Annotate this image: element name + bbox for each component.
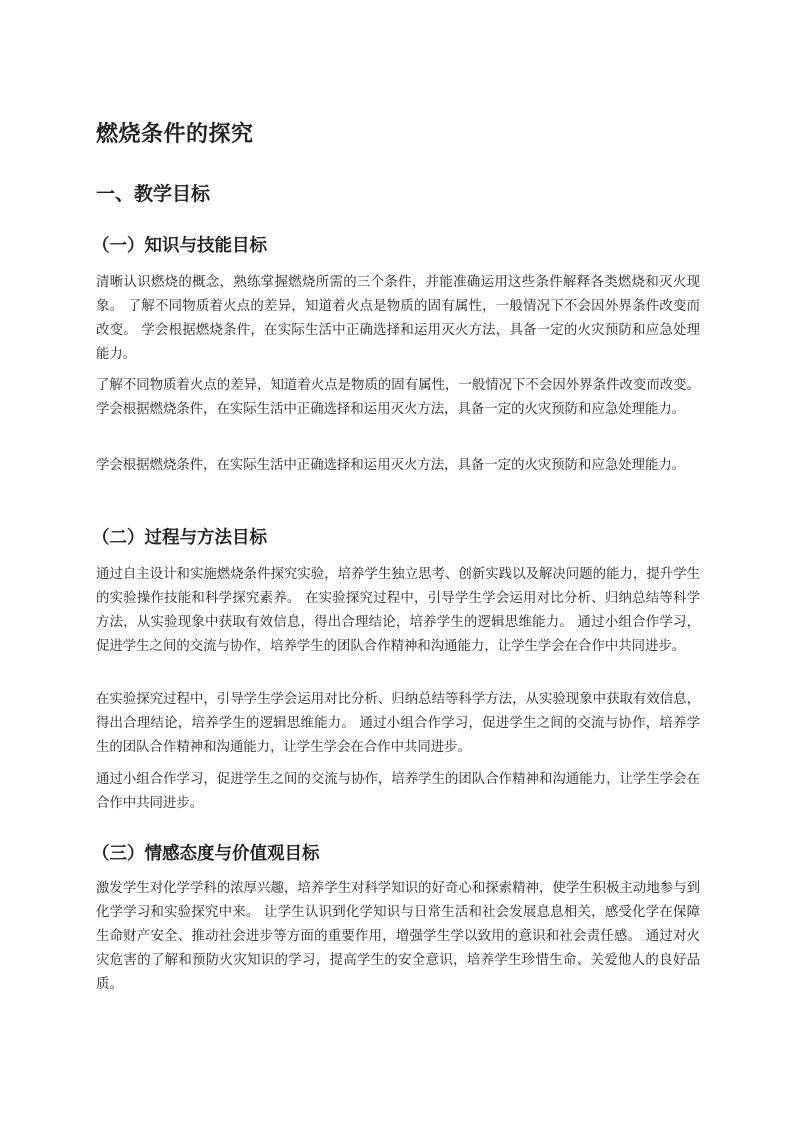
subsection-heading-process-methods: （二）过程与方法目标 xyxy=(92,528,267,548)
paragraph: 激发学生对化学学科的浓厚兴趣，培养学生对科学知识的好奇心和探索精神，使学生积极主动地参与到化学学习和实验探究中来。 让学生认识到化学知识与日常生活和社会发展息息相关，感受化学在保障生命财产安全、推动社会进步等方面的重要作用，增强学生学以致用的意识和社会责任感。 通过对火灾危害的了解和预防火灾知识的学习，提高学生的安全意识，培养学生珍惜生命、关爱他人的良好品质。 xyxy=(96,881,700,992)
paragraph: 了解不同物质着火点的差异，知道着火点是物质的固有属性，一般情况下不会因外界条件改变而改变。 学会根据燃烧条件，在实际生活中正确选择和运用灭火方法，具备一定的火灾预防和应急处理能力。 xyxy=(96,378,700,417)
document-title: 燃烧条件的探究 xyxy=(96,122,254,147)
paragraph: 通过小组合作学习，促进学生之间的交流与协作，培养学生的团队合作精神和沟通能力，让学生学会在合作中共同进步。 xyxy=(96,772,700,811)
subsection-heading-knowledge-skills: （一）知识与技能目标 xyxy=(92,236,267,256)
paragraph: 通过自主设计和实施燃烧条件探究实验，培养学生独立思考、创新实践以及解决问题的能力，提升学生的实验操作技能和科学探究素养。 在实验探究过程中，引导学生学会运用对比分析、归纳总结等科学方法，从实验现象中获取有效信息，得出合理结论，培养学生的逻辑思维能力。 通过小组合作学习，促进学生之间的交流与协作，培养学生的团队合作精神和沟通能力，让学生学会在合作中共同进步。 xyxy=(96,567,700,654)
paragraph: 在实验探究过程中，引导学生学会运用对比分析、归纳总结等科学方法，从实验现象中获取有效信息，得出合理结论，培养学生的逻辑思维能力。 通过小组合作学习，促进学生之间的交流与协作，培养学生的团队合作精神和沟通能力，让学生学会在合作中共同进步。 xyxy=(96,692,700,755)
paragraph: 清晰认识燃烧的概念，熟练掌握燃烧所需的三个条件，并能准确运用这些条件解释各类燃烧和灭火现象。 了解不同物质着火点的差异，知道着火点是物质的固有属性，一般情况下不会因外界条件改变而改变。 学会根据燃烧条件，在实际生活中正确选择和运用灭火方法，具备一定的火灾预防和应急处理能力。 xyxy=(96,275,700,362)
subsection-heading-emotion-values: （三）情感态度与价值观目标 xyxy=(92,844,320,864)
paragraph: 学会根据燃烧条件，在实际生活中正确选择和运用灭火方法，具备一定的火灾预防和应急处理能力。 xyxy=(96,458,686,473)
section-heading-teaching-goals: 一、教学目标 xyxy=(96,183,211,205)
